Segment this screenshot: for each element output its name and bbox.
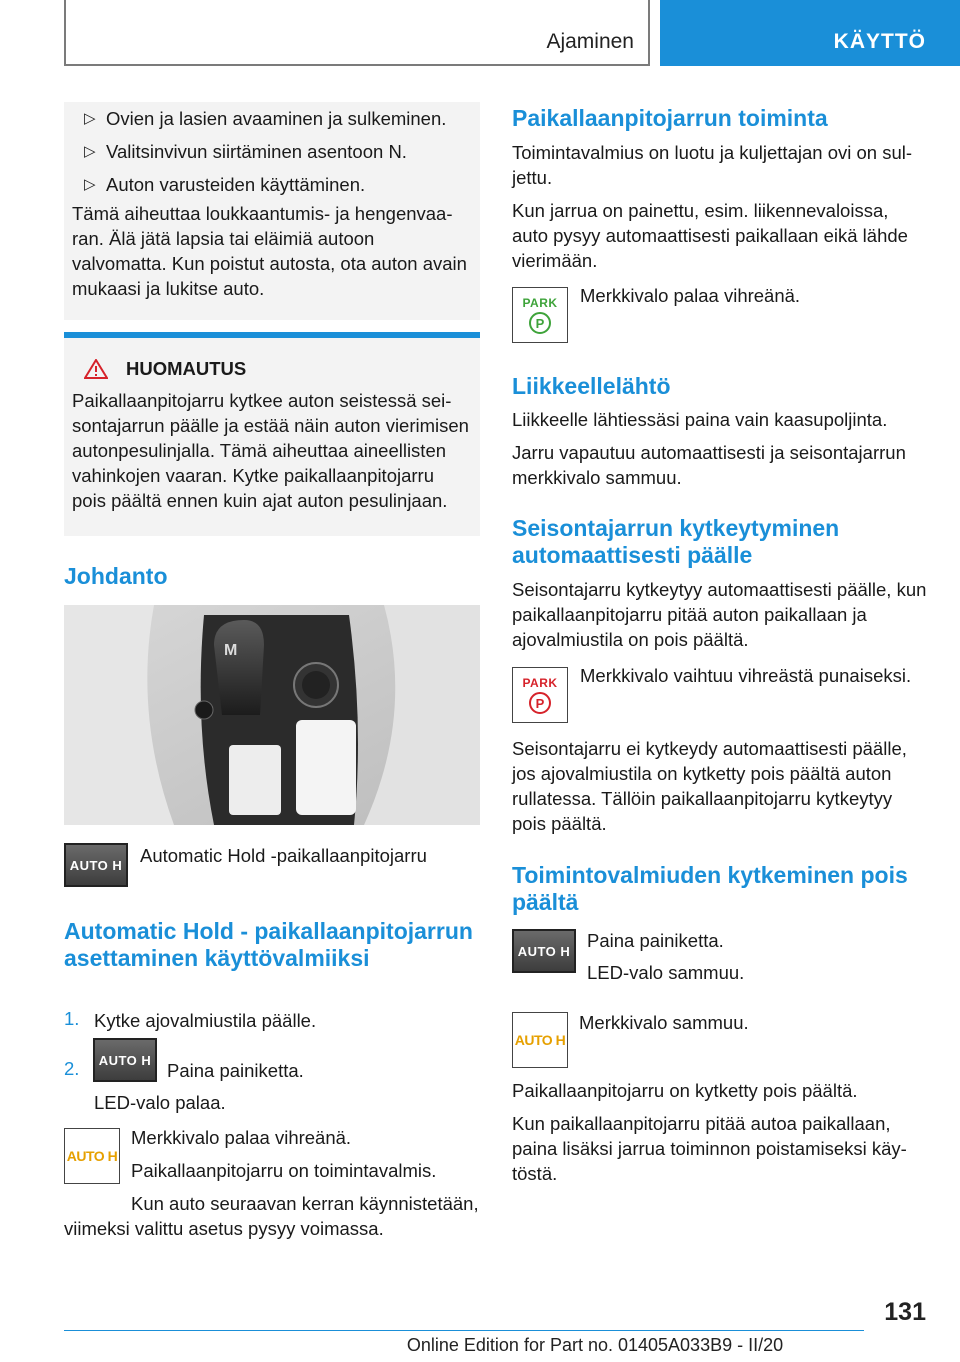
auto-hold-indicator-icon: AUTO H: [512, 1012, 568, 1068]
warning-text: Tämä aiheuttaa loukkaantumis- ja hengenvaaran. Älä jätä lapsia tai eläimiä autoon valvomatta. Kun poistut autosta, ota auton avain mukaasi ja lukitse auto.: [72, 203, 467, 299]
deactivate-lamp-text: Merkkivalo sammuu.: [579, 1012, 749, 1033]
footer-divider: [64, 1330, 864, 1331]
warning-box: [64, 102, 480, 320]
deactivate-p2: Kun paikallaanpitojarru pitää autoa paikallaan, paina lisäksi jarrua toiminnon poistamiseksi käytöstä.: [512, 1113, 907, 1184]
notice-title: HUOMAUTUS: [126, 358, 247, 379]
header-section-title: Ajaminen: [546, 30, 634, 53]
step-2-text: Paina painiketta.: [167, 1060, 304, 1081]
activation-heading: Automatic Hold - paikallaanpitojarrun asettaminen käyttövalmiiksi: [64, 918, 473, 971]
park-red-icon: [512, 667, 568, 723]
gear-selector-photo: [64, 605, 480, 825]
park-icon-label: PARK: [522, 676, 558, 690]
driveoff-p2: Jarru vapautuu automaattisesti ja seisontajarrun merkkivalo sammuu.: [512, 442, 906, 488]
ready-text: Paikallaanpitojarru on toimintavalmis.: [131, 1160, 437, 1181]
parking-p1: Seisontajarru kytkeytyy automaattisesti päälle, kun paikallaanpitojarru pitää auton paikallaan ja ajovalmiustila on pois päältä.: [512, 579, 927, 650]
function-p1: Toimintavalmius on luotu ja kuljettajan ovi on suljettu.: [512, 142, 913, 188]
header-chapter-tab: [660, 0, 960, 66]
warning-triangle-icon: [84, 359, 108, 379]
list-item: ▷ Ovien ja lasien avaaminen ja sulkeminen.: [72, 106, 472, 131]
driveoff-p1: Liikkeelle lähtiessäsi paina vain kaasupoljinta.: [512, 409, 888, 430]
function-lamp-row: [512, 287, 800, 343]
park-icon-label: PARK: [522, 296, 558, 310]
parking-lamp-row: [512, 667, 911, 723]
step-number: 2.: [64, 1058, 80, 1079]
auto-hold-button-icon: AUTO H: [64, 843, 128, 887]
parking-heading: Seisontajarrun kytkeytyminen automaattisesti päälle: [512, 515, 840, 568]
header-section-box: [64, 0, 650, 66]
auto-hold-indicator-icon: AUTO H: [64, 1128, 120, 1184]
list-item: ▷ Valitsinvivun siirtäminen asentoon N.: [72, 139, 472, 164]
footer-edition: Online Edition for Part no. 01405A033B9 - II/20: [406, 1335, 784, 1355]
step-number: 1.: [64, 1008, 80, 1029]
step-1-text: Kytke ajovalmiustila päälle.: [94, 1010, 317, 1031]
auto-hold-button-icon: AUTO H: [93, 1038, 157, 1082]
page-number: 131: [884, 1298, 926, 1326]
auto-hold-button-icon: AUTO H: [512, 929, 576, 973]
console-illustration: [64, 605, 480, 825]
intro-icon-row: [64, 843, 427, 887]
parking-p2: Seisontajarru ei kytkeydy automaattisesti päälle, jos ajovalmiustila on kytketty pois päältä auton rullatessa. Tällöin paikallaanpitojarru kytkeytyy pois päältä.: [512, 738, 907, 834]
deactivate-heading: Toimintovalmiuden kytkeminen pois päältä: [512, 862, 908, 915]
intro-icon-caption: Automatic Hold -paikallaanpitojarru: [140, 845, 427, 866]
notice-heading: [72, 358, 472, 380]
notice-box: [64, 338, 480, 536]
deactivate-p1: Paikallaanpitojarru on kytketty pois päältä.: [512, 1080, 858, 1101]
persist-text: Kun auto seuraavan kerran käynnistetään, viimeksi valittu asetus pysyy voimassa.: [64, 1193, 479, 1239]
svg-text:M: M: [224, 642, 238, 659]
list-item: ▷ Auton varusteiden käyttäminen.: [72, 172, 472, 197]
notice-text: Paikallaanpitojarru kytkee auton seistessä seisontajarrun päälle ja estää näin auton vierimisen autonpesulinjalla. Tämä aiheuttaa aineellisten vahinkojen vaaran. Kytke paikallaanpitojarru pois päältä ennen kuin ajat auton pesulinjaan.: [72, 390, 469, 511]
park-icon-p: P: [529, 692, 551, 714]
deactivate-led-text: LED-valo sammuu.: [587, 962, 745, 983]
deactivate-press-text: Paina painiketta.: [587, 930, 724, 951]
parking-lamp-text: Merkkivalo vaihtuu vihreästä punaiseksi.: [580, 665, 912, 686]
function-p2: Kun jarrua on painettu, esim. liikennevaloissa, auto pysyy automaattisesti paikallaan eikä lähde vierimään.: [512, 200, 908, 271]
function-lamp-text: Merkkivalo palaa vihreänä.: [580, 285, 801, 306]
lamp-green-text: Merkkivalo palaa vihreänä.: [131, 1127, 352, 1148]
intro-heading: Johdanto: [64, 563, 168, 589]
header-chapter-title: KÄYTTÖ: [833, 30, 926, 53]
function-heading: Paikallaanpitojarrun toiminta: [512, 105, 828, 131]
driveoff-heading: Liikkeellelähtö: [512, 373, 671, 399]
led-on-text: LED-valo palaa.: [94, 1092, 226, 1113]
warning-list: [72, 106, 472, 197]
park-icon-p: P: [529, 312, 551, 334]
park-green-icon: [512, 287, 568, 343]
